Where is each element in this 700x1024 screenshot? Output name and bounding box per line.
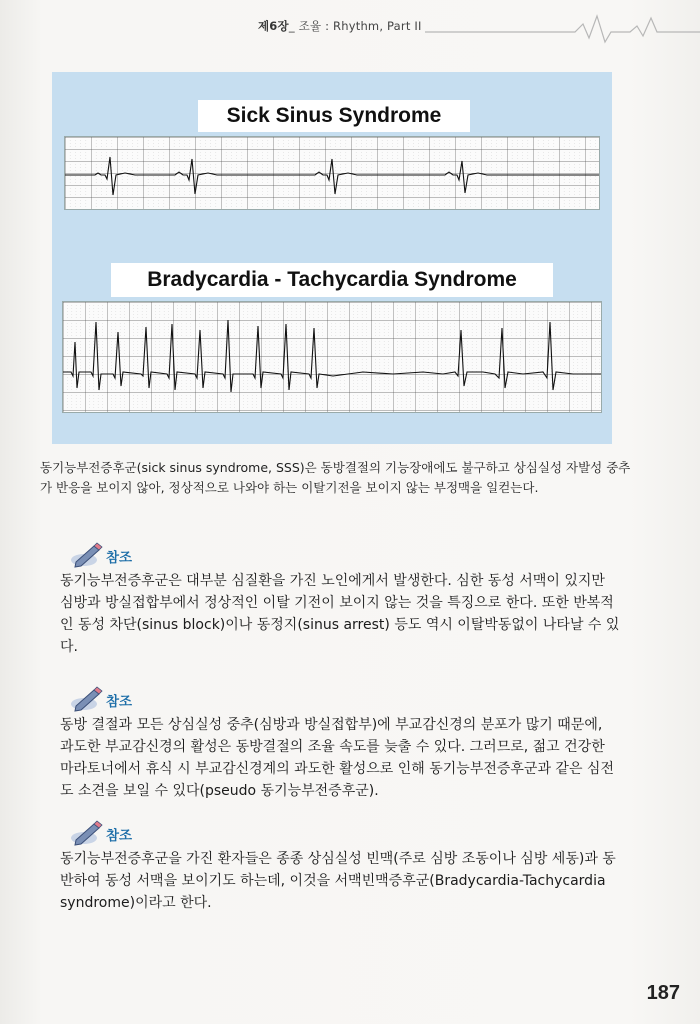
ecg-strip-brady-tachy xyxy=(62,301,602,413)
pencil-icon xyxy=(70,686,104,712)
note-label: 참조 xyxy=(106,694,133,710)
note-label: 참조 xyxy=(106,550,133,566)
figure-title-brady-tachy: Bradycardia - Tachycardia Syndrome xyxy=(111,263,553,297)
running-header xyxy=(0,12,700,42)
reference-note-3 xyxy=(60,820,620,914)
reference-note-1 xyxy=(60,542,620,658)
page-number: 187 xyxy=(646,982,680,1004)
ecg-header-line-icon xyxy=(425,14,700,44)
chapter-title: 조율 : Rhythm, Part II xyxy=(298,19,422,33)
pencil-icon xyxy=(70,820,104,846)
note-body: 동방 결절과 모든 상심실성 중추(심방과 방실접합부)에 부교감신경의 분포가 많기 때문에, 과도한 부교감신경의 활성은 동방결절의 조율 속도를 늦출 수 있다. 그러므로, 젊고 건강한 마라토너에서 휴식 시 부교감신경계의 과도한 활성으로 인해 동기능부전증후군과 같은 심전도 소견을 보일 수 있다(pseudo 동기능부전증후군). xyxy=(60,717,614,799)
ecg-figure-panel xyxy=(52,72,612,444)
ecg-strip-sick-sinus xyxy=(64,136,600,210)
note-label: 참조 xyxy=(106,828,133,844)
reference-note-2 xyxy=(60,686,620,802)
note-header xyxy=(60,820,620,846)
header-text: 제6장_ 조율 : Rhythm, Part II xyxy=(258,19,422,33)
figure-caption: 동기능부전증후군(sick sinus syndrome, SSS)은 동방결절의 기능장애에도 불구하고 상심실성 자발성 중추가 반응을 보이지 않아, 정상적으로 나와야 하는 이탈기전을 보이지 않는 부정맥을 일컫는다. xyxy=(40,460,631,495)
note-header xyxy=(60,686,620,712)
note-body: 동기능부전증후군은 대부분 심질환을 가진 노인에게서 발생한다. 심한 동성 서맥이 있지만 심방과 방실접합부에서 정상적인 이탈 기전이 보이지 않는 것을 특징으로 한다. 또한 반복적인 동성 차단(sinus block)이나 동정지(sinus arrest) 등도 역시 이탈박동없이 나타날 수 있다. xyxy=(60,573,620,655)
note-body: 동기능부전증후군을 가진 환자들은 종종 상심실성 빈맥(주로 심방 조동이나 심방 세동)과 동반하여 동성 서맥을 보이기도 하는데, 이것을 서맥빈맥증후군(Bradycardia-Tachycardia syndrome)이라고 한다. xyxy=(60,851,616,911)
chapter-number: 제6장 xyxy=(258,19,289,33)
figure-title-sick-sinus: Sick Sinus Syndrome xyxy=(198,100,470,132)
pencil-icon xyxy=(70,542,104,568)
note-header xyxy=(60,542,620,568)
